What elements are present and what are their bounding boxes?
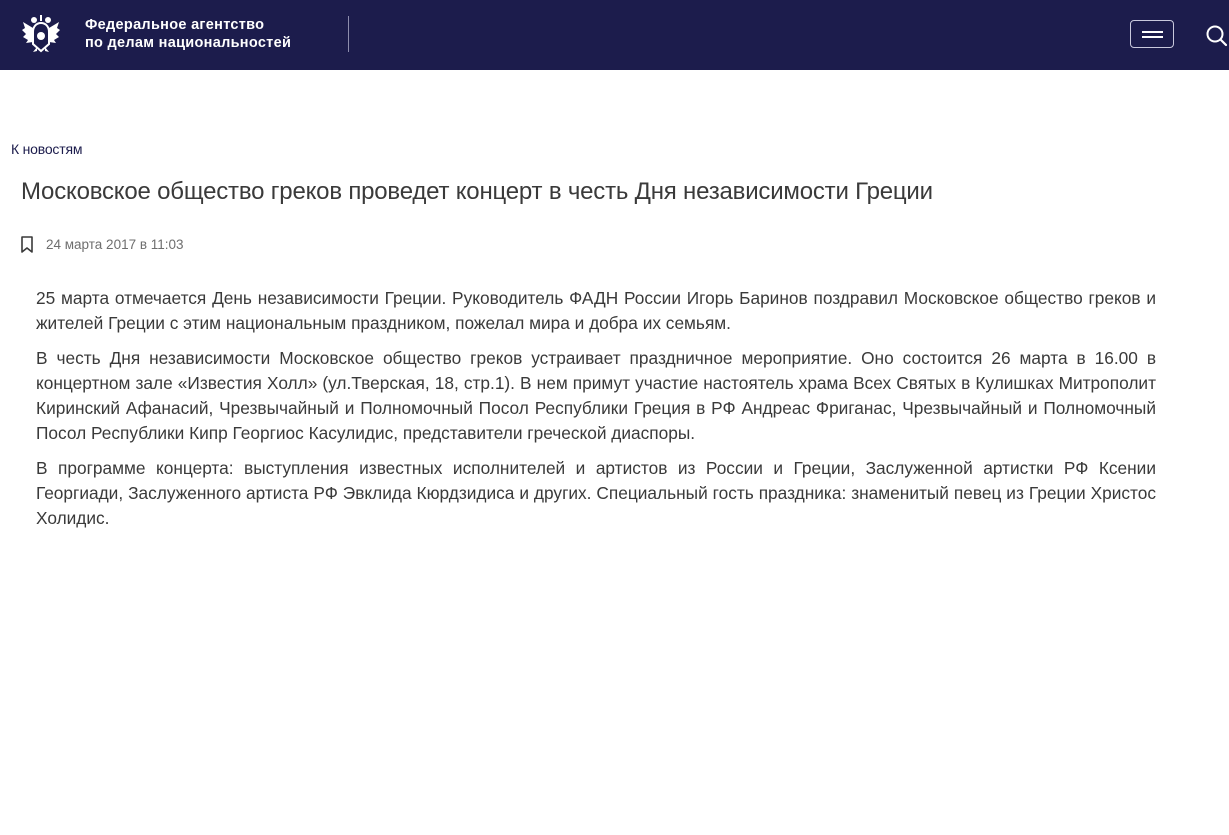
agency-name-line1: Федеральное агентство <box>85 17 265 33</box>
emblem-eagle-icon[interactable] <box>21 14 61 54</box>
hamburger-menu-icon-line <box>1142 36 1163 38</box>
menu-button[interactable] <box>1130 20 1174 48</box>
agency-name-line2: по делам национальностей <box>85 35 292 51</box>
agency-name[interactable] <box>85 16 291 52</box>
bookmark-icon[interactable] <box>20 236 34 254</box>
article-date: 24 марта 2017 в 11:03 <box>46 237 184 252</box>
article-paragraph: В программе концерта: выступления известных исполнителей и артистов из России и Греции, Заслуженной артистки РФ Ксении Георгиади, Заслуженного артиста РФ Эвклида Кюрдзидиса и других. Специальный гость праздника: знаменитый певец из Греции Христос Холидис. <box>36 458 1156 528</box>
header-divider <box>348 16 349 52</box>
article-paragraph: В честь Дня независимости Московское общество греков устраивает праздничное мероприятие. Оно состоится 26 марта в 16.00 в концертном зале «Известия Холл» (ул.Тверская, 18, стр.1). В нем примут участие настоятель храма Всех Святых в Кулишках Митрополит Киринский Афанасий, Чрезвычайный и Полномочный Посол Республики Греция в РФ Андреас Фриганас, Чрезвычайный и Полномочный Посол Республики Кипр Георгиос Касулидис, представители греческой диаспоры. <box>36 348 1156 443</box>
article-title: Московское общество греков проведет концерт в честь Дня независимости Греции <box>21 178 933 205</box>
back-to-news-link[interactable]: К новостям <box>11 141 83 157</box>
article-paragraph: 25 марта отмечается День независимости Греции. Руководитель ФАДН России Игорь Баринов поздравил Московское общество греков и жителей Греции с этим национальным праздником, пожелал мира и добра их семьям. <box>36 288 1156 333</box>
hamburger-menu-icon <box>1142 31 1163 33</box>
search-button[interactable] <box>1202 22 1229 48</box>
search-icon <box>1202 22 1229 48</box>
site-header <box>0 0 1229 70</box>
article-body <box>36 286 1156 541</box>
